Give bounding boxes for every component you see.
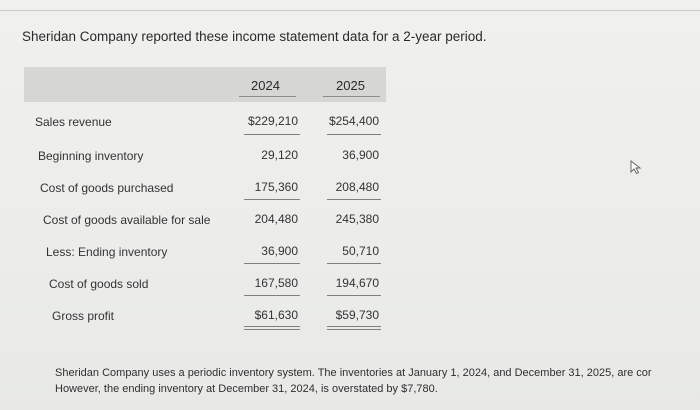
row-label-cost-of-goods-purchased: Cost of goods purchased [40, 181, 174, 195]
cell-sales-revenue-2025: $254,400 [328, 114, 379, 128]
row-label-sales-revenue: Sales revenue [35, 115, 112, 129]
header-underline-2024 [239, 96, 296, 97]
underline-sales-2024 [244, 134, 300, 135]
underline-cogp-2024 [244, 199, 300, 200]
top-divider [0, 10, 700, 11]
cell-gross-profit-2024: $61,630 [254, 308, 298, 322]
double-underline-gp-2024-b [244, 329, 300, 330]
cell-gross-profit-2025: $59,730 [335, 308, 379, 322]
cell-cogas-2024: 204,480 [254, 212, 298, 226]
cell-ending-inventory-2024: 36,900 [261, 244, 298, 258]
cell-cogp-2025: 208,480 [335, 180, 379, 194]
underline-ending-2025 [327, 263, 381, 264]
row-label-cost-of-goods-available: Cost of goods available for sale [43, 213, 211, 227]
cell-beginning-inventory-2024: 29,120 [261, 148, 298, 162]
double-underline-gp-2024-a [244, 326, 300, 327]
cell-cogp-2024: 175,360 [254, 180, 298, 194]
pointer-cursor-icon [628, 159, 644, 175]
double-underline-gp-2025-a [327, 326, 381, 327]
cell-cogs-2025: 194,670 [335, 276, 379, 290]
header-underline-2025 [323, 96, 380, 97]
cell-cogas-2025: 245,380 [335, 212, 379, 226]
column-header-2024: 2024 [251, 78, 280, 93]
cell-sales-revenue-2024: $229,210 [247, 114, 298, 128]
underline-ending-2024 [244, 263, 300, 264]
row-label-beginning-inventory: Beginning inventory [38, 149, 144, 163]
underline-sales-2025 [327, 134, 381, 135]
row-label-ending-inventory: Less: Ending inventory [46, 245, 168, 259]
intro-text: Sheridan Company reported these income statement data for a 2-year period. [22, 29, 487, 44]
underline-cogs-2024 [244, 295, 300, 296]
note-text [55, 365, 652, 397]
cell-cogs-2024: 167,580 [254, 276, 298, 290]
cell-beginning-inventory-2025: 36,900 [342, 148, 379, 162]
double-underline-gp-2025-b [327, 329, 381, 330]
cell-ending-inventory-2025: 50,710 [342, 244, 379, 258]
note-line-2: However, the ending inventory at December 31, 2024, is overstated by $7,780. [55, 383, 438, 395]
row-label-gross-profit: Gross profit [52, 309, 115, 323]
underline-cogp-2025 [327, 199, 381, 200]
column-header-2025: 2025 [336, 78, 365, 93]
note-line-1: Sheridan Company uses a periodic inventory system. The inventories at January 1, 2024, and December 31, 2025, are cor [55, 367, 652, 379]
row-label-cost-of-goods-sold: Cost of goods sold [49, 277, 149, 291]
underline-cogs-2025 [327, 295, 381, 296]
